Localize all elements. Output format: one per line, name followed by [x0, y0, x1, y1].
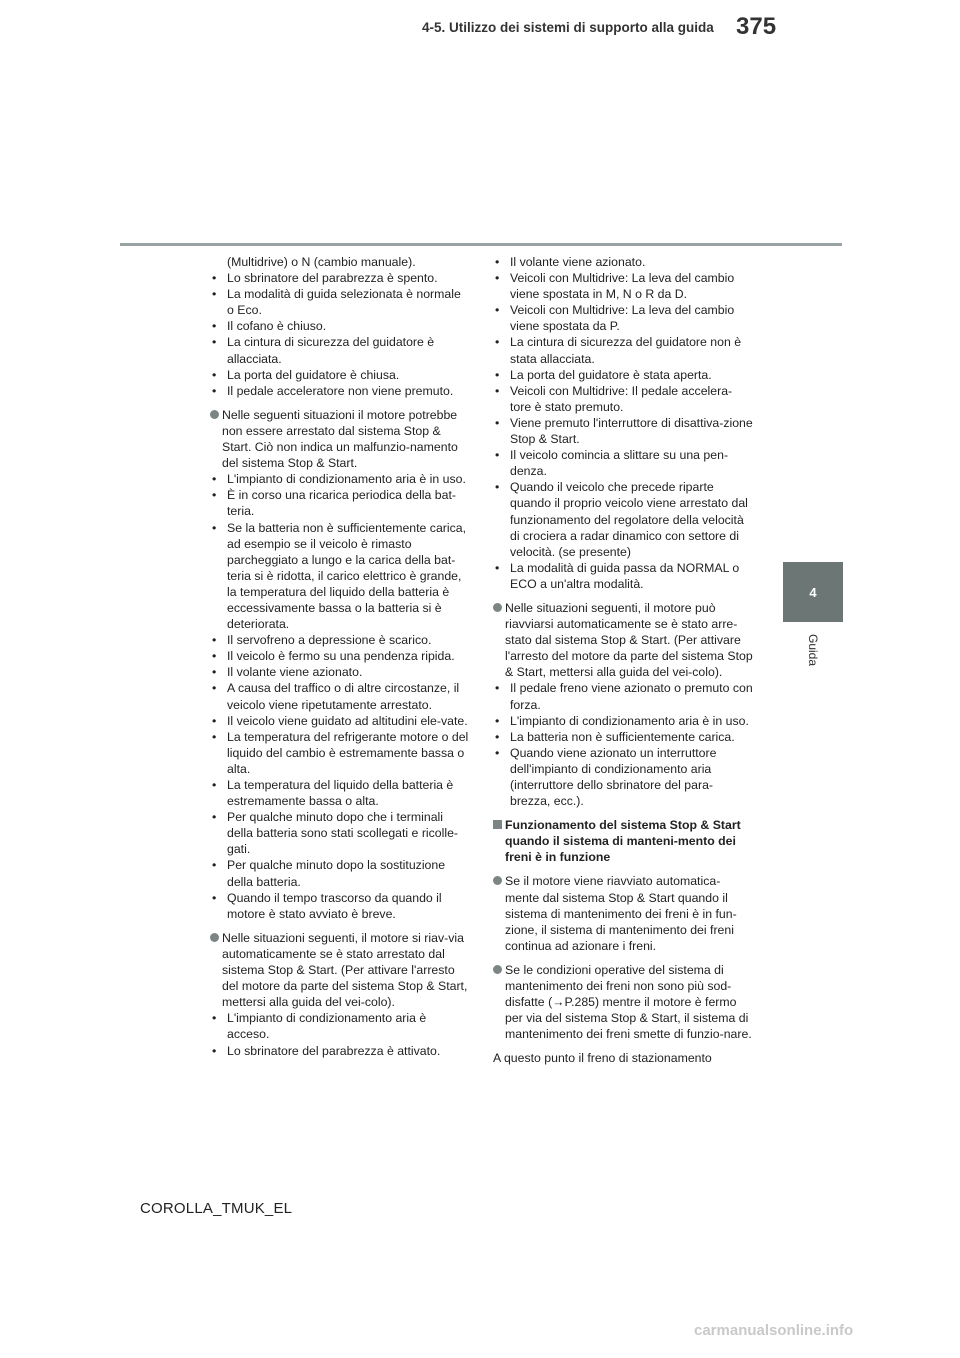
list-item: • Per qualche minuto dopo la sostituzione della batteria. [210, 857, 470, 889]
list-item: • Il volante viene azionato. [210, 664, 470, 680]
list-item: • Il veicolo comincia a slittare su una pen-denza. [493, 447, 753, 479]
list-item: • Se la batteria non è sufficientemente carica, ad esempio se il veicolo è rimasto parcheggiato a lungo e la carica della bat-teria si è ridotta, il carico elettrico è grande, la temperatura del liquido della batteria è eccessivamente bassa o la batteria si è deteriorata. [210, 520, 470, 633]
note-paragraph [210, 407, 470, 471]
square-bullet-icon [493, 820, 502, 829]
list-item: • Per qualche minuto dopo che i terminali della batteria sono stati scollegati e ricolle-gati. [210, 809, 470, 857]
note-text: Nelle situazioni seguenti, il motore può riavviarsi automaticamente se è stato arre-stato dal sistema Stop & Start. (Per attivare l'arresto del motore da parte del sistema Stop & Start, mettersi alla guida del vei-colo). [505, 600, 753, 680]
note-paragraph [493, 962, 753, 1042]
list-item: • Il volante viene azionato. [493, 254, 753, 270]
list-item: • La temperatura del refrigerante motore o del liquido del cambio è estremamente bassa o alta. [210, 729, 470, 777]
chapter-name: Guida [806, 634, 820, 667]
list-item: • La temperatura del liquido della batteria è estremamente bassa o alta. [210, 777, 470, 809]
list-item: • La batteria non è sufficientemente carica. [493, 729, 753, 745]
note-text: Nelle situazioni seguenti, il motore si riav-via automaticamente se è stato arrestato dal sistema Stop & Start. (Per attivare l'arresto del motore da parte del sistema Stop & Start, mettersi alla guida del vei-colo). [222, 930, 468, 1010]
model-code: COROLLA_TMUK_EL [140, 1200, 293, 1217]
heading-text: Funzionamento del sistema Stop & Start quando il sistema di manteni-mento dei freni è in funzione [505, 818, 741, 865]
left-column [210, 254, 470, 1059]
note-text: Se il motore viene riavviato automatica-mente dal sistema Stop & Start quando il sistema di mantenimento dei freni è in fun-zione, il sistema di mantenimento dei freni continua ad azionare i freni. [505, 874, 737, 953]
list-item: • Il veicolo viene guidato ad altitudini ele-vate. [210, 713, 470, 729]
list-item: • Viene premuto l'interruttore di disattiva-zione Stop & Start. [493, 415, 753, 447]
circle-bullet-icon [493, 876, 502, 885]
continued-text: (Multidrive) o N (cambio manuale). [227, 255, 416, 269]
circle-bullet-icon [493, 965, 502, 974]
subsection-heading [493, 817, 753, 865]
note-paragraph [210, 930, 470, 1010]
list-item: • La porta del guidatore è stata aperta. [493, 367, 753, 383]
note-paragraph [493, 600, 753, 680]
section-title: 4-5. Utilizzo dei sistemi di supporto alla guida [422, 20, 714, 35]
list-item: • Quando il tempo trascorso da quando il motore è stato avviato è breve. [210, 890, 470, 922]
list-item: • Il servofreno a depressione è scarico. [210, 632, 470, 648]
chapter-tab [783, 562, 843, 622]
chapter-number: 4 [809, 584, 817, 600]
list-item: • L'impianto di condizionamento aria è in uso. [493, 713, 753, 729]
list-item: • Il pedale freno viene azionato o premuto con forza. [493, 680, 753, 712]
chapter-label [783, 634, 843, 666]
list-item: • A causa del traffico o di altre circostanze, il veicolo viene ripetutamente arrestato. [210, 680, 470, 712]
list-item: • La cintura di sicurezza del guidatore è allacciata. [210, 334, 470, 366]
note-text: Se le condizioni operative del sistema di mantenimento dei freni non sono più sod-disfatte (→P.285) mentre il motore è fermo per via del sistema Stop & Start, il sistema di mantenimento dei freni smette di funzio-nare. [505, 962, 752, 1042]
list-item: • Il pedale acceleratore non viene premuto. [210, 383, 470, 399]
list-item: • Quando il veicolo che precede riparte quando il proprio veicolo viene arrestato dal funzionamento del regolatore della velocità di crociera a radar dinamico con settore di velocità. (se presente) [493, 479, 753, 559]
header-divider [120, 243, 842, 246]
list-item: • Veicoli con Multidrive: La leva del cambio viene spostata in M, N o R da D. [493, 270, 753, 302]
list-item: • Veicoli con Multidrive: La leva del cambio viene spostata da P. [493, 302, 753, 334]
list-item: • La cintura di sicurezza del guidatore non è stata allacciata. [493, 334, 753, 366]
circle-bullet-icon [210, 410, 219, 419]
note-paragraph [493, 873, 753, 953]
list-item: • Quando viene azionato un interruttore dell'impianto di condizionamento aria (interruttore dello sbrinatore del para-brezza, ecc.). [493, 745, 753, 809]
circle-bullet-icon [210, 933, 219, 942]
list-item: • Lo sbrinatore del parabrezza è spento. [210, 270, 470, 286]
page-number: 375 [736, 13, 777, 40]
list-item: • La modalità di guida passa da NORMAL o ECO a un'altra modalità. [493, 560, 753, 592]
right-column [493, 254, 753, 1067]
watermark: carmanualsonline.info [694, 1322, 854, 1339]
list-item: • Veicoli con Multidrive: Il pedale accelera-tore è stato premuto. [493, 383, 753, 415]
list-item: • È in corso una ricarica periodica della bat-teria. [210, 487, 470, 519]
list-item: • L'impianto di condizionamento aria è in uso. [210, 471, 470, 487]
circle-bullet-icon [493, 603, 502, 612]
closing-text: A questo punto il freno di stazionamento [493, 1051, 712, 1066]
list-item: • Il veicolo è fermo su una pendenza ripida. [210, 648, 470, 664]
list-item: • Il cofano è chiuso. [210, 318, 470, 334]
list-item: • Lo sbrinatore del parabrezza è attivato. [210, 1043, 470, 1059]
list-item: • La modalità di guida selezionata è normale o Eco. [210, 286, 470, 318]
note-text: Nelle seguenti situazioni il motore potrebbe non essere arrestato dal sistema Stop & Start. Ciò non indica un malfunzio-namento del sistema Stop & Start. [222, 407, 458, 471]
list-item: • La porta del guidatore è chiusa. [210, 367, 470, 383]
list-item: • L'impianto di condizionamento aria è acceso. [210, 1010, 470, 1042]
